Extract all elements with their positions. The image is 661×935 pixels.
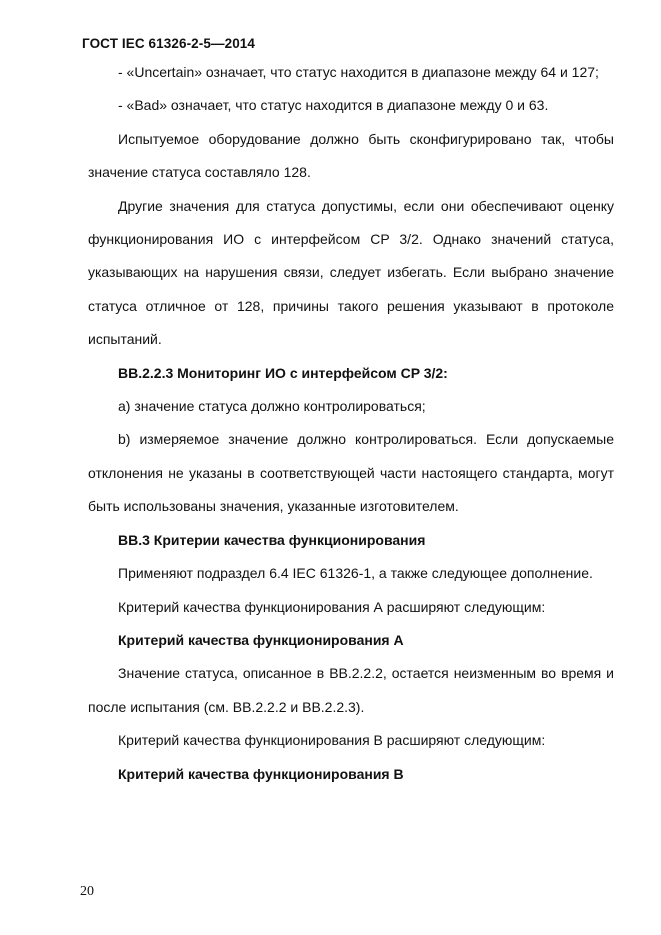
- list-item-b: b) измеряемое значение должно контролироваться. Если допускаемые отклонения не указаны в соответствующей части настоящего стандарта, могут быть использованы значения, указанные изготовителем.: [88, 431, 614, 515]
- heading-criterion-b: Критерий качества функционирования В: [118, 765, 404, 782]
- section-heading-bb-2-2-3: BB.2.2.3 Мониторинг ИО с интерфейсом CP 3/2:: [118, 364, 448, 381]
- paragraph-bad: - «Bad» означает, что статус находится в диапазоне между 0 и 63.: [118, 97, 549, 114]
- list-item-a: a) значение статуса должно контролироваться;: [118, 398, 426, 415]
- paragraph-uncertain: - «Uncertain» означает, что статус находится в диапазоне между 64 и 127;: [118, 64, 599, 80]
- document-header: ГОСТ IEC 61326-2-5—2014: [82, 36, 256, 51]
- paragraph-criterion-a-extend: Критерий качества функционирования А расширяют следующим:: [118, 598, 546, 615]
- page-number: 20: [80, 884, 94, 899]
- paragraph-status-value: Значение статуса, описанное в BB.2.2.2, остается неизменным во время и после испытания (см. BB.2.2.2 и BB.2.2.3).: [88, 665, 614, 715]
- heading-criterion-a: Критерий качества функционирования А: [118, 631, 404, 648]
- paragraph-configured: Испытуемое оборудование должно быть сконфигурировано так, чтобы значение статуса составляло 128.: [88, 130, 614, 181]
- document-body: [88, 56, 614, 791]
- paragraph-apply-subsection: Применяют подраздел 6.4 IEC 61326-1, а также следующее дополнение.: [118, 565, 593, 582]
- paragraph-criterion-b-extend: Критерий качества функционирования В расширяют следующим:: [118, 732, 546, 749]
- section-heading-bb-3: BB.3 Критерии качества функционирования: [118, 531, 426, 548]
- paragraph-other-values: Другие значения для статуса допустимы, если они обеспечивают оценку функционирования ИО с интерфейсом CP 3/2. Однако значений статуса, указывающих на нарушения связи, следует избегать. Если выбрано значение статуса отличное от 128, причины такого решения указывают в протоколе испытаний.: [88, 197, 614, 348]
